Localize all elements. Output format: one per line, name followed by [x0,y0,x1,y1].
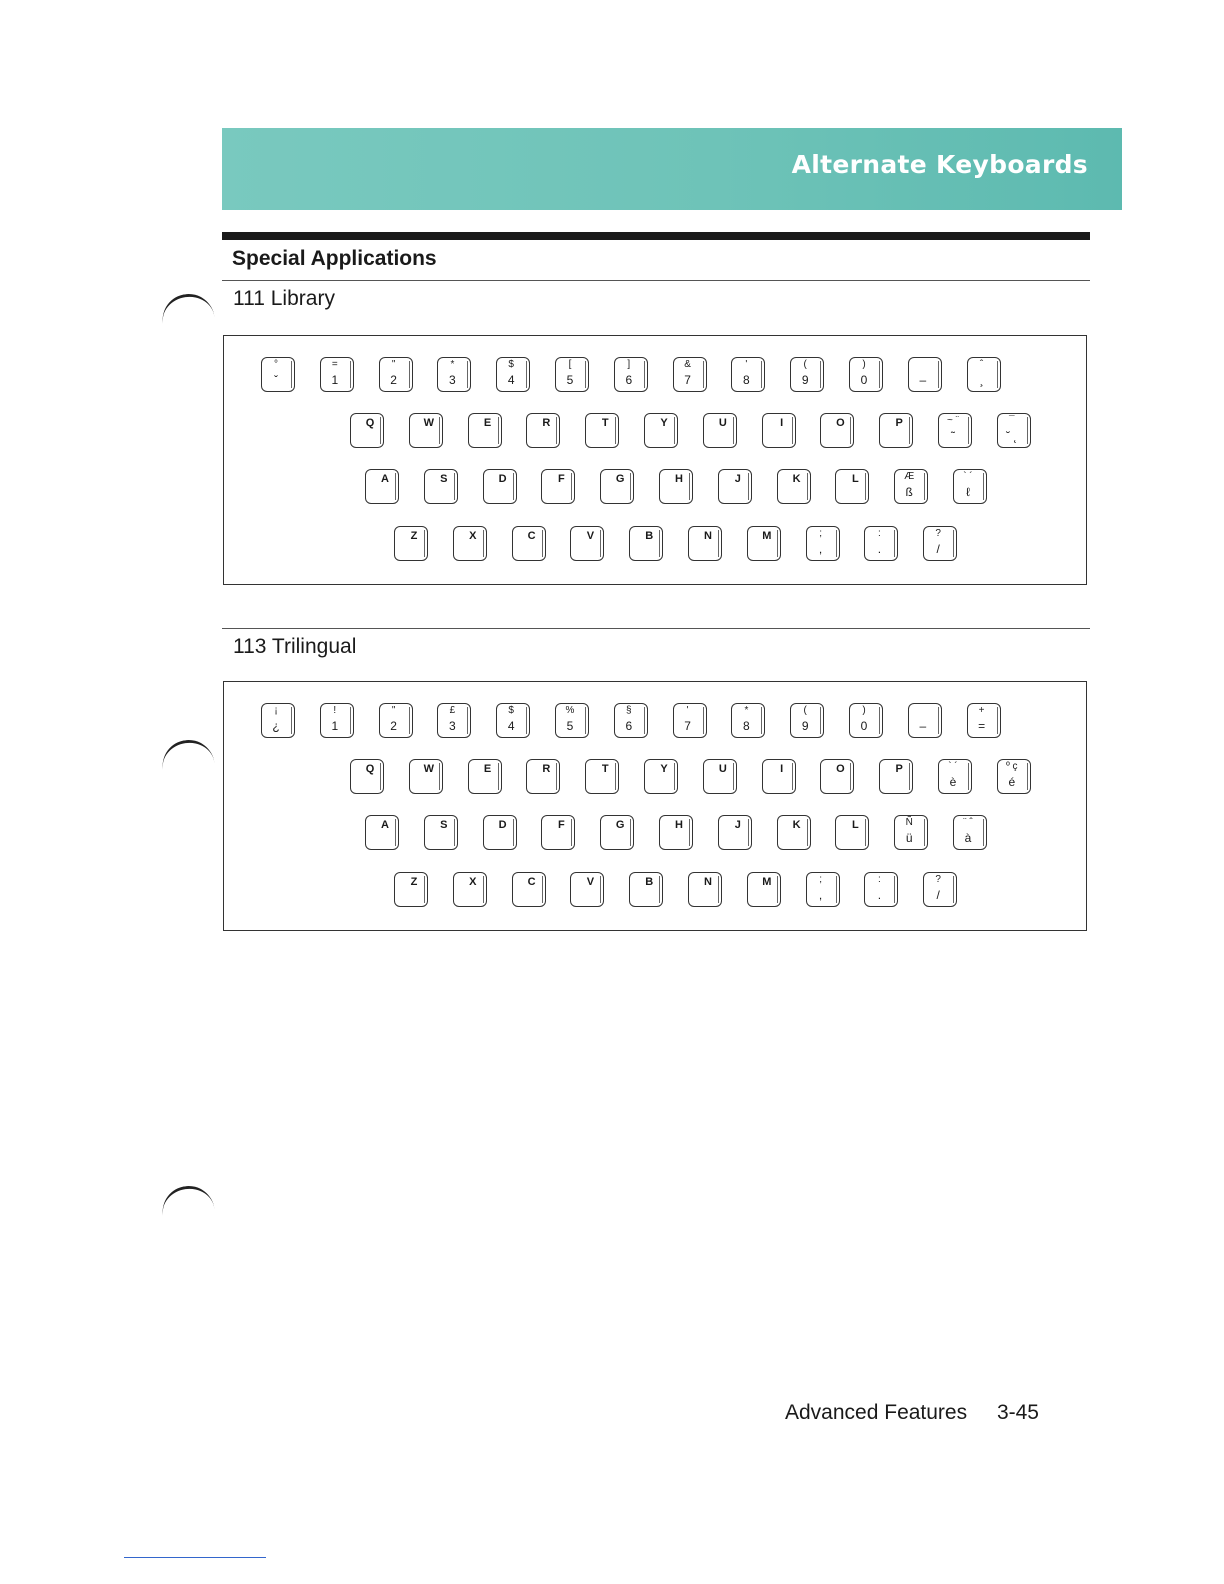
key [453,526,487,561]
key-upper-legend: G [615,819,625,831]
key [600,815,634,850]
key-upper-legend: ' [686,705,689,716]
key-lower-legend: 1 [331,373,339,387]
key [967,357,1001,392]
key [849,357,883,392]
key [379,357,413,392]
key [570,526,604,561]
key-lower-legend: ß [905,485,913,499]
key-upper-legend: ( [803,359,807,370]
key-upper-legend: ¯ [1009,415,1015,426]
key-upper-legend: * [450,359,455,370]
key-lower-legend: 3 [449,719,456,733]
key-lower-legend: 6 [625,373,633,387]
key-upper-legend: O [836,417,845,429]
keyboard-title-trilingual: 113 Trilingual [233,635,357,658]
key-upper-legend: T [601,763,609,775]
key [790,703,824,738]
key-upper-legend: Y [660,417,668,429]
key-upper-legend: ) [862,359,866,370]
key [483,469,517,504]
key-lower-legend: 2 [390,719,397,733]
key [879,759,913,794]
divider [222,628,1090,629]
key [747,526,781,561]
key-upper-legend: H [675,473,683,485]
key [659,469,693,504]
key [894,815,928,850]
key-lower-legend: ¿ [272,719,280,733]
key-lower-legend: ˘ ˛ [1006,429,1018,443]
key-upper-legend: U [718,763,727,775]
page-number: 3-45 [996,1401,1039,1424]
key-lower-legend: 5 [566,373,574,387]
key [967,703,1001,738]
key-upper-legend: º ç [1006,761,1018,772]
key [762,759,796,794]
bottom-underline [124,1557,266,1558]
key-upper-legend: ( [803,705,807,716]
key [365,815,399,850]
key-lower-legend: / [936,542,940,556]
key [835,815,869,850]
key [512,526,546,561]
key-lower-legend: è [949,775,957,789]
key-upper-legend: B [645,530,654,542]
page-footer [785,1401,1039,1425]
key-upper-legend: C [527,876,536,888]
key [953,469,987,504]
key-lower-legend: / [936,888,940,902]
key-upper-legend: V [586,876,595,888]
keyboard-title-library: 111 Library [233,287,335,310]
key-upper-legend: ) [862,705,866,716]
key-upper-legend: * [744,705,749,716]
key-upper-legend: % [565,705,575,716]
key [512,872,546,907]
key-upper-legend: J [734,473,741,485]
key [762,413,796,448]
key-lower-legend: = [978,719,986,733]
key [908,703,942,738]
key [468,759,502,794]
key [320,357,354,392]
key-upper-legend: ! [333,705,337,716]
binder-hole [159,291,216,341]
key-lower-legend: – [919,719,927,733]
key-upper-legend: M [762,876,772,888]
key [703,759,737,794]
key [629,872,663,907]
key [790,357,824,392]
key [835,469,869,504]
key-upper-legend: ? [935,874,941,885]
key [409,413,443,448]
key-upper-legend: D [498,819,507,831]
key [864,872,898,907]
key-upper-legend: E [483,763,492,775]
key-upper-legend: I [780,763,784,775]
key-upper-legend: H [675,819,683,831]
key-lower-legend: 0 [860,719,868,733]
footer-chapter: Advanced Features [785,1401,968,1424]
key-lower-legend: 2 [390,373,397,387]
key [849,703,883,738]
key [570,872,604,907]
key [953,815,987,850]
key-upper-legend: ? [935,528,941,539]
key-lower-legend: 6 [625,719,633,733]
key-upper-legend: X [469,530,477,542]
key-lower-legend: ℓ [966,485,970,499]
key-upper-legend: Q [365,763,375,775]
key [379,703,413,738]
key-upper-legend: " [391,705,396,716]
key-lower-legend: , [818,542,823,556]
key-upper-legend: K [792,819,801,831]
key-lower-legend: 0 [860,373,868,387]
key [703,413,737,448]
key [555,703,589,738]
key [731,703,765,738]
key-lower-legend: 4 [507,719,515,733]
key [600,469,634,504]
key-upper-legend: E [483,417,492,429]
key-upper-legend: J [734,819,741,831]
key-upper-legend: ] [627,359,631,370]
binder-hole [159,737,216,787]
key-lower-legend: ü [905,831,913,845]
key-upper-legend: F [558,819,565,831]
key-upper-legend: = [331,359,338,370]
key-upper-legend: Z [410,876,418,888]
key [718,815,752,850]
key [585,759,619,794]
key [688,872,722,907]
key [555,357,589,392]
key-upper-legend: $ [508,705,514,716]
key-upper-legend: ° [274,359,278,370]
key-upper-legend: ; [819,874,822,885]
key-upper-legend: W [423,763,434,775]
key-upper-legend: § [626,705,632,716]
key-upper-legend: S [440,473,448,485]
key [526,413,560,448]
key-upper-legend: N [704,876,712,888]
key-upper-legend: Ñ [905,817,913,828]
key [820,413,854,448]
key-upper-legend: X [469,876,477,888]
key [350,759,384,794]
key [644,759,678,794]
key-lower-legend: 4 [507,373,515,387]
key-lower-legend: 8 [743,719,750,733]
key [923,526,957,561]
keyboard-panel-trilingual [223,681,1087,931]
key-upper-legend: P [895,763,903,775]
key [923,872,957,907]
key-upper-legend: & [684,359,691,370]
key [437,357,471,392]
key [409,759,443,794]
key-upper-legend: C [527,530,536,542]
key-upper-legend: : [878,528,881,539]
key-lower-legend: ˇ [274,373,278,387]
key [894,469,928,504]
key-upper-legend: G [615,473,625,485]
key [394,872,428,907]
key-upper-legend: + [978,705,985,716]
key-upper-legend: $ [508,359,514,370]
key [468,413,502,448]
key [688,526,722,561]
key-upper-legend: S [440,819,448,831]
key [938,413,972,448]
key-upper-legend: ¨ ˆ [963,817,973,828]
key-lower-legend: ˜ [951,429,955,443]
key-upper-legend: ˆ [979,359,984,370]
key [629,526,663,561]
key [365,469,399,504]
key-upper-legend: [ [568,359,572,370]
key-upper-legend: U [718,417,727,429]
key [424,469,458,504]
key [731,357,765,392]
key-upper-legend: B [645,876,654,888]
key-upper-legend: " [391,359,396,370]
key-upper-legend: T [601,417,609,429]
key-upper-legend: Z [410,530,418,542]
key [585,413,619,448]
key-upper-legend: ¡ [274,705,278,716]
key-upper-legend: L [852,473,859,485]
key-lower-legend: 5 [566,719,574,733]
keyboard-panel-library [223,335,1087,585]
key-upper-legend: ` ´ [963,471,973,482]
key [644,413,678,448]
key-upper-legend: K [792,473,801,485]
section-title: Special Applications [232,247,437,270]
key [820,759,854,794]
key [806,526,840,561]
key-upper-legend: M [762,530,772,542]
key-lower-legend: 3 [449,373,456,387]
key-upper-legend: R [542,763,551,775]
key-upper-legend: Y [660,763,668,775]
key-upper-legend: W [423,417,434,429]
key [777,469,811,504]
key-lower-legend: 7 [684,373,691,387]
key-upper-legend: £ [449,705,456,716]
key [718,469,752,504]
key [350,413,384,448]
key [806,872,840,907]
key-upper-legend: ~ ¨ [947,415,959,426]
key-upper-legend: L [852,819,859,831]
key [496,357,530,392]
key-lower-legend: 1 [331,719,339,733]
key-upper-legend: O [836,763,845,775]
key [997,413,1031,448]
key [320,703,354,738]
key [879,413,913,448]
key [747,872,781,907]
key-lower-legend: . [877,888,882,902]
key-lower-legend: . [877,542,882,556]
key [437,703,471,738]
key-lower-legend: – [919,373,927,387]
header-banner [222,128,1122,210]
key-upper-legend: P [895,417,903,429]
key-upper-legend: ' [745,359,748,370]
key [777,815,811,850]
key [659,815,693,850]
key-upper-legend: : [878,874,881,885]
key [261,357,295,392]
key-lower-legend: à [964,831,972,845]
key-upper-legend: F [558,473,565,485]
key [453,872,487,907]
key-upper-legend: R [542,417,551,429]
key [614,357,648,392]
key-upper-legend: I [780,417,784,429]
key-upper-legend: Q [365,417,375,429]
key-lower-legend: 9 [801,719,809,733]
banner-title: Alternate Keyboards [791,150,1088,179]
key [541,815,575,850]
key-upper-legend: A [381,819,389,831]
key-upper-legend: V [586,530,595,542]
key [261,703,295,738]
section-rule [222,232,1090,240]
key-lower-legend: é [1008,775,1016,789]
binder-hole [159,1183,216,1233]
key [908,357,942,392]
key [997,759,1031,794]
key-upper-legend: ` ´ [948,761,958,772]
key [673,357,707,392]
key-lower-legend: 8 [743,373,750,387]
key-upper-legend: N [704,530,712,542]
key-lower-legend: ¸ [979,373,984,387]
key [424,815,458,850]
key [394,526,428,561]
key-upper-legend: A [381,473,389,485]
key [483,815,517,850]
key-lower-legend: 7 [684,719,691,733]
key-upper-legend: ; [819,528,822,539]
key [526,759,560,794]
key [496,703,530,738]
key-upper-legend: D [498,473,507,485]
divider [222,280,1090,281]
key [938,759,972,794]
key [864,526,898,561]
key [541,469,575,504]
key-upper-legend: Æ [904,471,915,482]
key [614,703,648,738]
key [673,703,707,738]
key-lower-legend: 9 [801,373,809,387]
key-lower-legend: , [818,888,823,902]
